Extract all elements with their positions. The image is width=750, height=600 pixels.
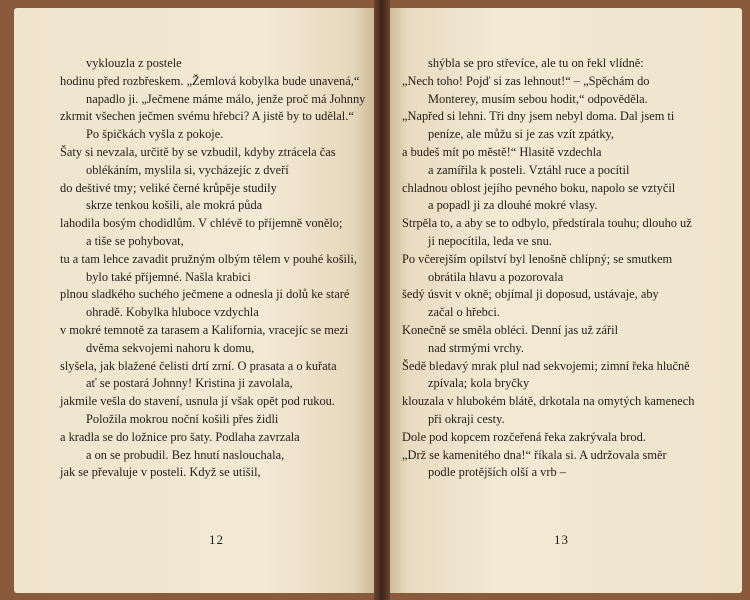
text-line: a popadl ji za dlouhé mokré vlasy.	[428, 198, 598, 213]
text-line: peníze, ale můžu si je zas vzít zpátky,	[428, 127, 615, 142]
text-line: chladnou oblost jejího pevného boku, napolo se vztyčil	[402, 180, 676, 195]
text-line: slyšela, jak blažené čelisti drtí zrní. O prasata a o kuřata	[60, 358, 337, 373]
right-page-number: 13	[554, 532, 569, 547]
text-line: a zamířila k posteli. Vztáhl ruce a pocítil	[428, 162, 630, 177]
text-line: Strpěla to, a aby se to odbylo, předstírala touhu; dlouho už	[402, 216, 692, 231]
right-page-text	[402, 55, 738, 482]
text-line: Šaty si nevzala, určitě by se vzbudil, kdyby ztrácela čas	[60, 144, 336, 159]
text-line: ji nepocítila, leda ve snu.	[428, 233, 552, 248]
text-line: „Drž se kamenitého dna!“ říkala si. A udržovala směr	[402, 447, 667, 462]
left-page	[14, 8, 374, 593]
text-line: „Napřed si lehni. Tři dny jsem nebyl doma. Dal jsem ti	[402, 109, 675, 124]
text-line: v mokré temnotě za tarasem a Kalifornia, vracejíc se mezi	[60, 322, 349, 337]
text-line: a kradla se do ložnice pro šaty. Podlaha zavrzala	[60, 429, 300, 444]
text-line: vyklouzla z postele	[86, 56, 182, 70]
text-line: tu a tam lehce zavadit pružným olbým tělem v pouhé košili,	[60, 251, 357, 266]
text-line: začal o hřebci.	[428, 305, 500, 320]
left-page-text	[60, 55, 366, 482]
right-page	[390, 8, 742, 593]
text-line: klouzala v hlubokém blátě, drkotala na omytých kamenech	[402, 394, 695, 409]
text-line: při okraji cesty.	[428, 411, 505, 426]
text-line: a on se probudil. Bez hnutí naslouchala,	[86, 447, 285, 462]
text-line: oblékáním, myslila si, vycházejíc z dveří	[86, 162, 289, 177]
text-line: lahodila bosým chodidlům. V chlévě to příjemně vonělo;	[60, 216, 343, 231]
text-line: jakmile vešla do stavení, usnula jí však opět pod rukou.	[60, 394, 335, 409]
text-line: do deštivé tmy; veliké černé krůpěje studily	[60, 180, 277, 195]
text-line: skrze tenkou košili, ale mokrá půda	[86, 198, 263, 213]
text-line: hodinu před rozbřeskem. „Žemlová kobylka bude unavená,“	[60, 73, 360, 88]
text-line: ohradě. Kobylka hluboce vzdychla	[86, 305, 259, 320]
book-gutter	[374, 0, 390, 600]
text-line: nad strmými vrchy.	[428, 340, 524, 355]
text-line: Šedě bledavý mrak plul nad sekvojemi; zimní řeka hlučně	[402, 358, 690, 373]
text-line: Dole pod kopcem rozčeřená řeka zakrývala brod.	[402, 429, 646, 444]
text-line: bylo také příjemné. Našla krabici	[86, 269, 251, 284]
left-page-number: 12	[209, 532, 224, 547]
text-line: Monterey, musím sebou hodit,“ odpověděla.	[428, 91, 648, 106]
text-line: Po špičkách vyšla z pokoje.	[86, 127, 224, 142]
text-line: a tiše se pohybovat,	[86, 233, 184, 248]
text-line: zpívala; kola bryčky	[428, 376, 530, 391]
text-line: zkrmit všechen ječmen svému hřebci? A jistě by to udělal.“	[60, 109, 354, 124]
text-line: šedý úsvit v okně; objímal ji doposud, ustávaje, aby	[402, 287, 659, 302]
text-line: Položila mokrou noční košili přes židli	[86, 411, 279, 426]
text-line: ať se postará Johnny! Kristina ji zavolala,	[86, 376, 293, 391]
text-line: plnou sladkého suchého ječmene a odnesla ji dolů ke staré	[60, 287, 350, 302]
text-line: Po včerejším opilství byl lenošně chlípný; se smutkem	[402, 251, 673, 266]
text-line: shýbla se pro střevíce, ale tu on řekl vlídně:	[428, 56, 644, 70]
text-line: podle protějších olší a vrb –	[428, 465, 566, 480]
text-line: dvěma sekvojemi nahoru k domu,	[86, 340, 255, 355]
text-line: napadlo ji. „Ječmene máme málo, jenže proč má Johnny	[86, 91, 366, 106]
text-line: „Nech toho! Pojď si zas lehnout!“ – „Spěchám do	[402, 73, 650, 88]
text-line: jak se převaluje v posteli. Když se utišil,	[60, 465, 261, 480]
text-line: a budeš mít po městě!“ Hlasitě vzdechla	[402, 144, 602, 159]
text-line: obrátila hlavu a pozorovala	[428, 269, 564, 284]
text-line: Konečně se směla obléci. Denní jas už zářil	[402, 322, 619, 337]
